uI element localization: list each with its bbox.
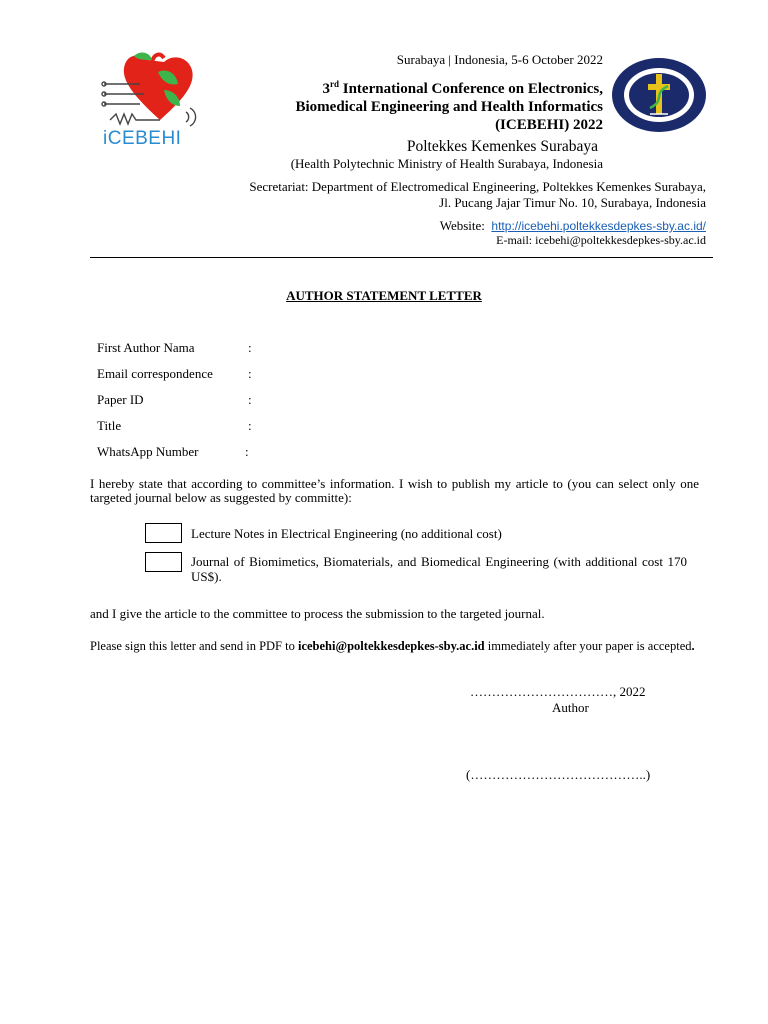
health-ministry-seal-icon <box>610 56 708 134</box>
instruction-paragraph <box>90 639 699 653</box>
conference-title-line1 <box>296 75 604 98</box>
kemenkes-seal <box>610 56 708 134</box>
journal-option-lnee: Lecture Notes in Electrical Engineering (no additional cost) <box>191 526 502 541</box>
location-date: Surabaya | Indonesia, 5-6 October 2022 <box>396 52 603 67</box>
secretariat-line1: Secretariat: Department of Electromedical Engineering, Poltekkes Kemenkes Surabaya, <box>249 179 706 194</box>
field-first-author <box>97 340 195 356</box>
field-paper-id <box>97 392 144 408</box>
institution-subtitle: (Health Polytechnic Ministry of Health Surabaya, Indonesia <box>290 156 603 171</box>
field-label: Email correspondence <box>97 366 213 381</box>
conference-title-line2: Biomedical Engineering and Health Informatics <box>295 99 603 115</box>
institution-name: Poltekkes Kemenkes Surabaya <box>406 138 598 155</box>
journal-option-checkbox-lnee[interactable] <box>145 523 182 543</box>
logo-wordmark: iCEBEHI <box>103 128 182 149</box>
journal-option-checkbox-jbbbe[interactable] <box>145 552 182 572</box>
website-link[interactable]: http://icebehi.poltekkesdepkes-sby.ac.id/ <box>491 219 706 233</box>
field-email <box>97 366 213 382</box>
field-label: First Author Nama <box>97 340 195 355</box>
signature-role: Author <box>552 700 589 715</box>
conference-title <box>296 75 604 134</box>
field-whatsapp <box>97 444 198 460</box>
signature-name-line: (…………………………………..) <box>466 767 651 782</box>
conference-title-text1: International Conference on Electronics, <box>342 81 603 97</box>
field-colon: : <box>248 340 252 355</box>
heart-circuit-icon <box>100 50 200 130</box>
instruction-end: . <box>691 639 695 653</box>
website-line <box>440 218 706 234</box>
field-title <box>97 418 121 434</box>
field-colon: : <box>248 366 252 381</box>
statement-paragraph: I hereby state that according to committee’s information. I wish to publish my article to (you can select only one targeted journal below as suggested by committe): <box>90 476 699 505</box>
conference-ordinal-suffix: rd <box>329 79 339 89</box>
field-label: Paper ID <box>97 392 144 407</box>
signature-date-line: ……………………………, 2022 <box>470 684 646 699</box>
conference-ordinal: 3 <box>322 81 330 97</box>
icebehi-logo <box>100 50 200 155</box>
field-label: WhatsApp Number <box>97 444 199 459</box>
instruction-pre: Please sign this letter and send in PDF to <box>90 639 298 653</box>
website-label: Website: <box>439 218 485 233</box>
email-line: E-mail: icebehi@poltekkesdepkes-sby.ac.id <box>496 233 706 247</box>
header-divider <box>90 257 713 258</box>
instruction-post: immediately after your paper is accepted <box>484 639 692 653</box>
journal-option-jbbbe: Journal of Biomimetics, Biomaterials, and Biomedical Engineering (with additional cost 170 US$). <box>191 554 687 584</box>
consent-paragraph: and I give the article to the committee to process the submission to the targeted journal. <box>90 606 545 621</box>
field-colon: : <box>245 444 249 459</box>
field-label: Title <box>97 418 122 433</box>
conference-title-line3: (ICEBEHI) 2022 <box>495 117 603 133</box>
secretariat-line2: Jl. Pucang Jajar Timur No. 10, Surabaya, Indonesia <box>439 195 706 210</box>
document-title: AUTHOR STATEMENT LETTER <box>286 288 482 303</box>
field-colon: : <box>248 392 252 407</box>
instruction-email: icebehi@poltekkesdepkes-sby.ac.id <box>297 639 485 653</box>
field-colon: : <box>248 418 252 433</box>
